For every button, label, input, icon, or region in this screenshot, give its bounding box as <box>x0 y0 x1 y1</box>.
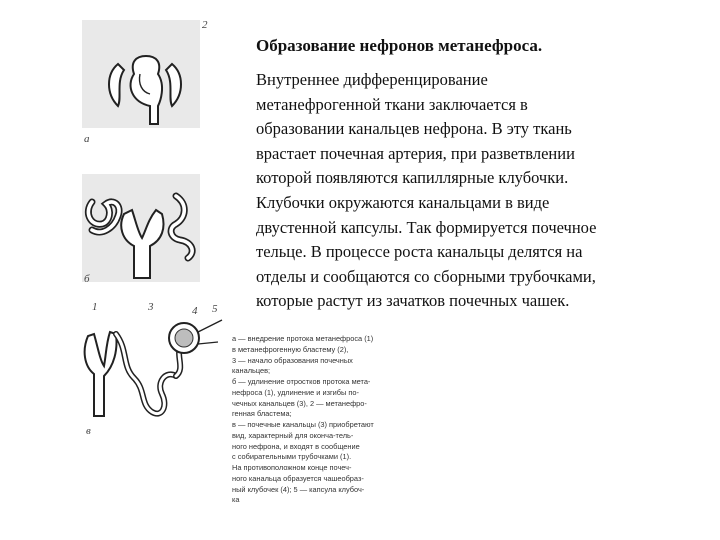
nephron-development-figure <box>62 14 252 539</box>
panel-a <box>82 19 208 145</box>
caption-line: нефроса (1), удлинение и изгибы по- <box>232 387 359 397</box>
body-line: которой появляются капиллярные клубочки. <box>256 168 569 188</box>
caption-line: 3 — начало образования почечных <box>232 355 353 365</box>
caption-line: вид, характерный для оконча-тель- <box>232 430 354 440</box>
body-line: тельце. В процессе роста канальцы делятся на <box>256 242 583 262</box>
caption-line: в — почечные канальцы (3) приобретают <box>232 420 374 429</box>
caption-line: чечных канальцев (3), 2 — метанефро- <box>232 398 367 408</box>
caption-line: в метанефрогенную бластему (2), <box>232 344 349 354</box>
marker-5-c: 5 <box>212 303 218 315</box>
body-line: Клубочки окружаются канальцами в виде <box>256 192 550 212</box>
body-line: образовании канальцев нефрона. В эту ткань <box>256 119 572 139</box>
nephron-diagram <box>62 14 252 539</box>
body-line: врастает почечная артерия, при разветвлении <box>256 143 575 163</box>
body-line: Внутреннее дифференцирование <box>256 70 488 89</box>
marker-1-c: 1 <box>92 301 98 313</box>
marker-3-c: 3 <box>148 301 154 313</box>
body-line: двустенной капсулы. Так формируется почечное <box>256 217 597 237</box>
caption-line: ный клубочек (4); 5 — капсула клубоч- <box>232 484 365 494</box>
figure-caption <box>232 334 432 506</box>
caption-line: а — внедрение протока метанефроса (1) <box>232 334 374 343</box>
caption-line: ного нефрона, и входят в сообщение <box>232 441 360 451</box>
caption-line: канальцев; <box>232 366 271 376</box>
slide-title: Образование нефронов метанефроса. <box>256 36 543 55</box>
body-line: которые растут из зачатков почечных чашек. <box>256 291 570 311</box>
panel-label-a: а <box>84 133 90 145</box>
caption-line: На противоположном конце почеч- <box>232 463 352 472</box>
caption-line: ка <box>232 495 240 505</box>
panel-label-b: б <box>84 273 90 285</box>
panel-c <box>85 301 222 437</box>
panel-b <box>82 174 200 285</box>
caption-line: генная бластема; <box>232 409 292 419</box>
body-line: отделы и сообщаются со сборными трубочками, <box>256 266 596 286</box>
body-line: метанефрогенной ткани заключается в <box>256 94 528 114</box>
marker-4-c: 4 <box>192 305 198 317</box>
caption-line: ного канальца образуется чашеобраз- <box>232 473 364 483</box>
caption-line: с собирательными трубочками (1). <box>232 452 352 462</box>
marker-2-a: 2 <box>202 19 208 31</box>
caption-line: б — удлинение отростков протока мета- <box>232 377 371 386</box>
collecting-duct-c <box>85 332 117 416</box>
glomerulus-c <box>175 329 193 347</box>
panel-label-c: в <box>86 425 91 437</box>
body-paragraph <box>256 68 686 314</box>
